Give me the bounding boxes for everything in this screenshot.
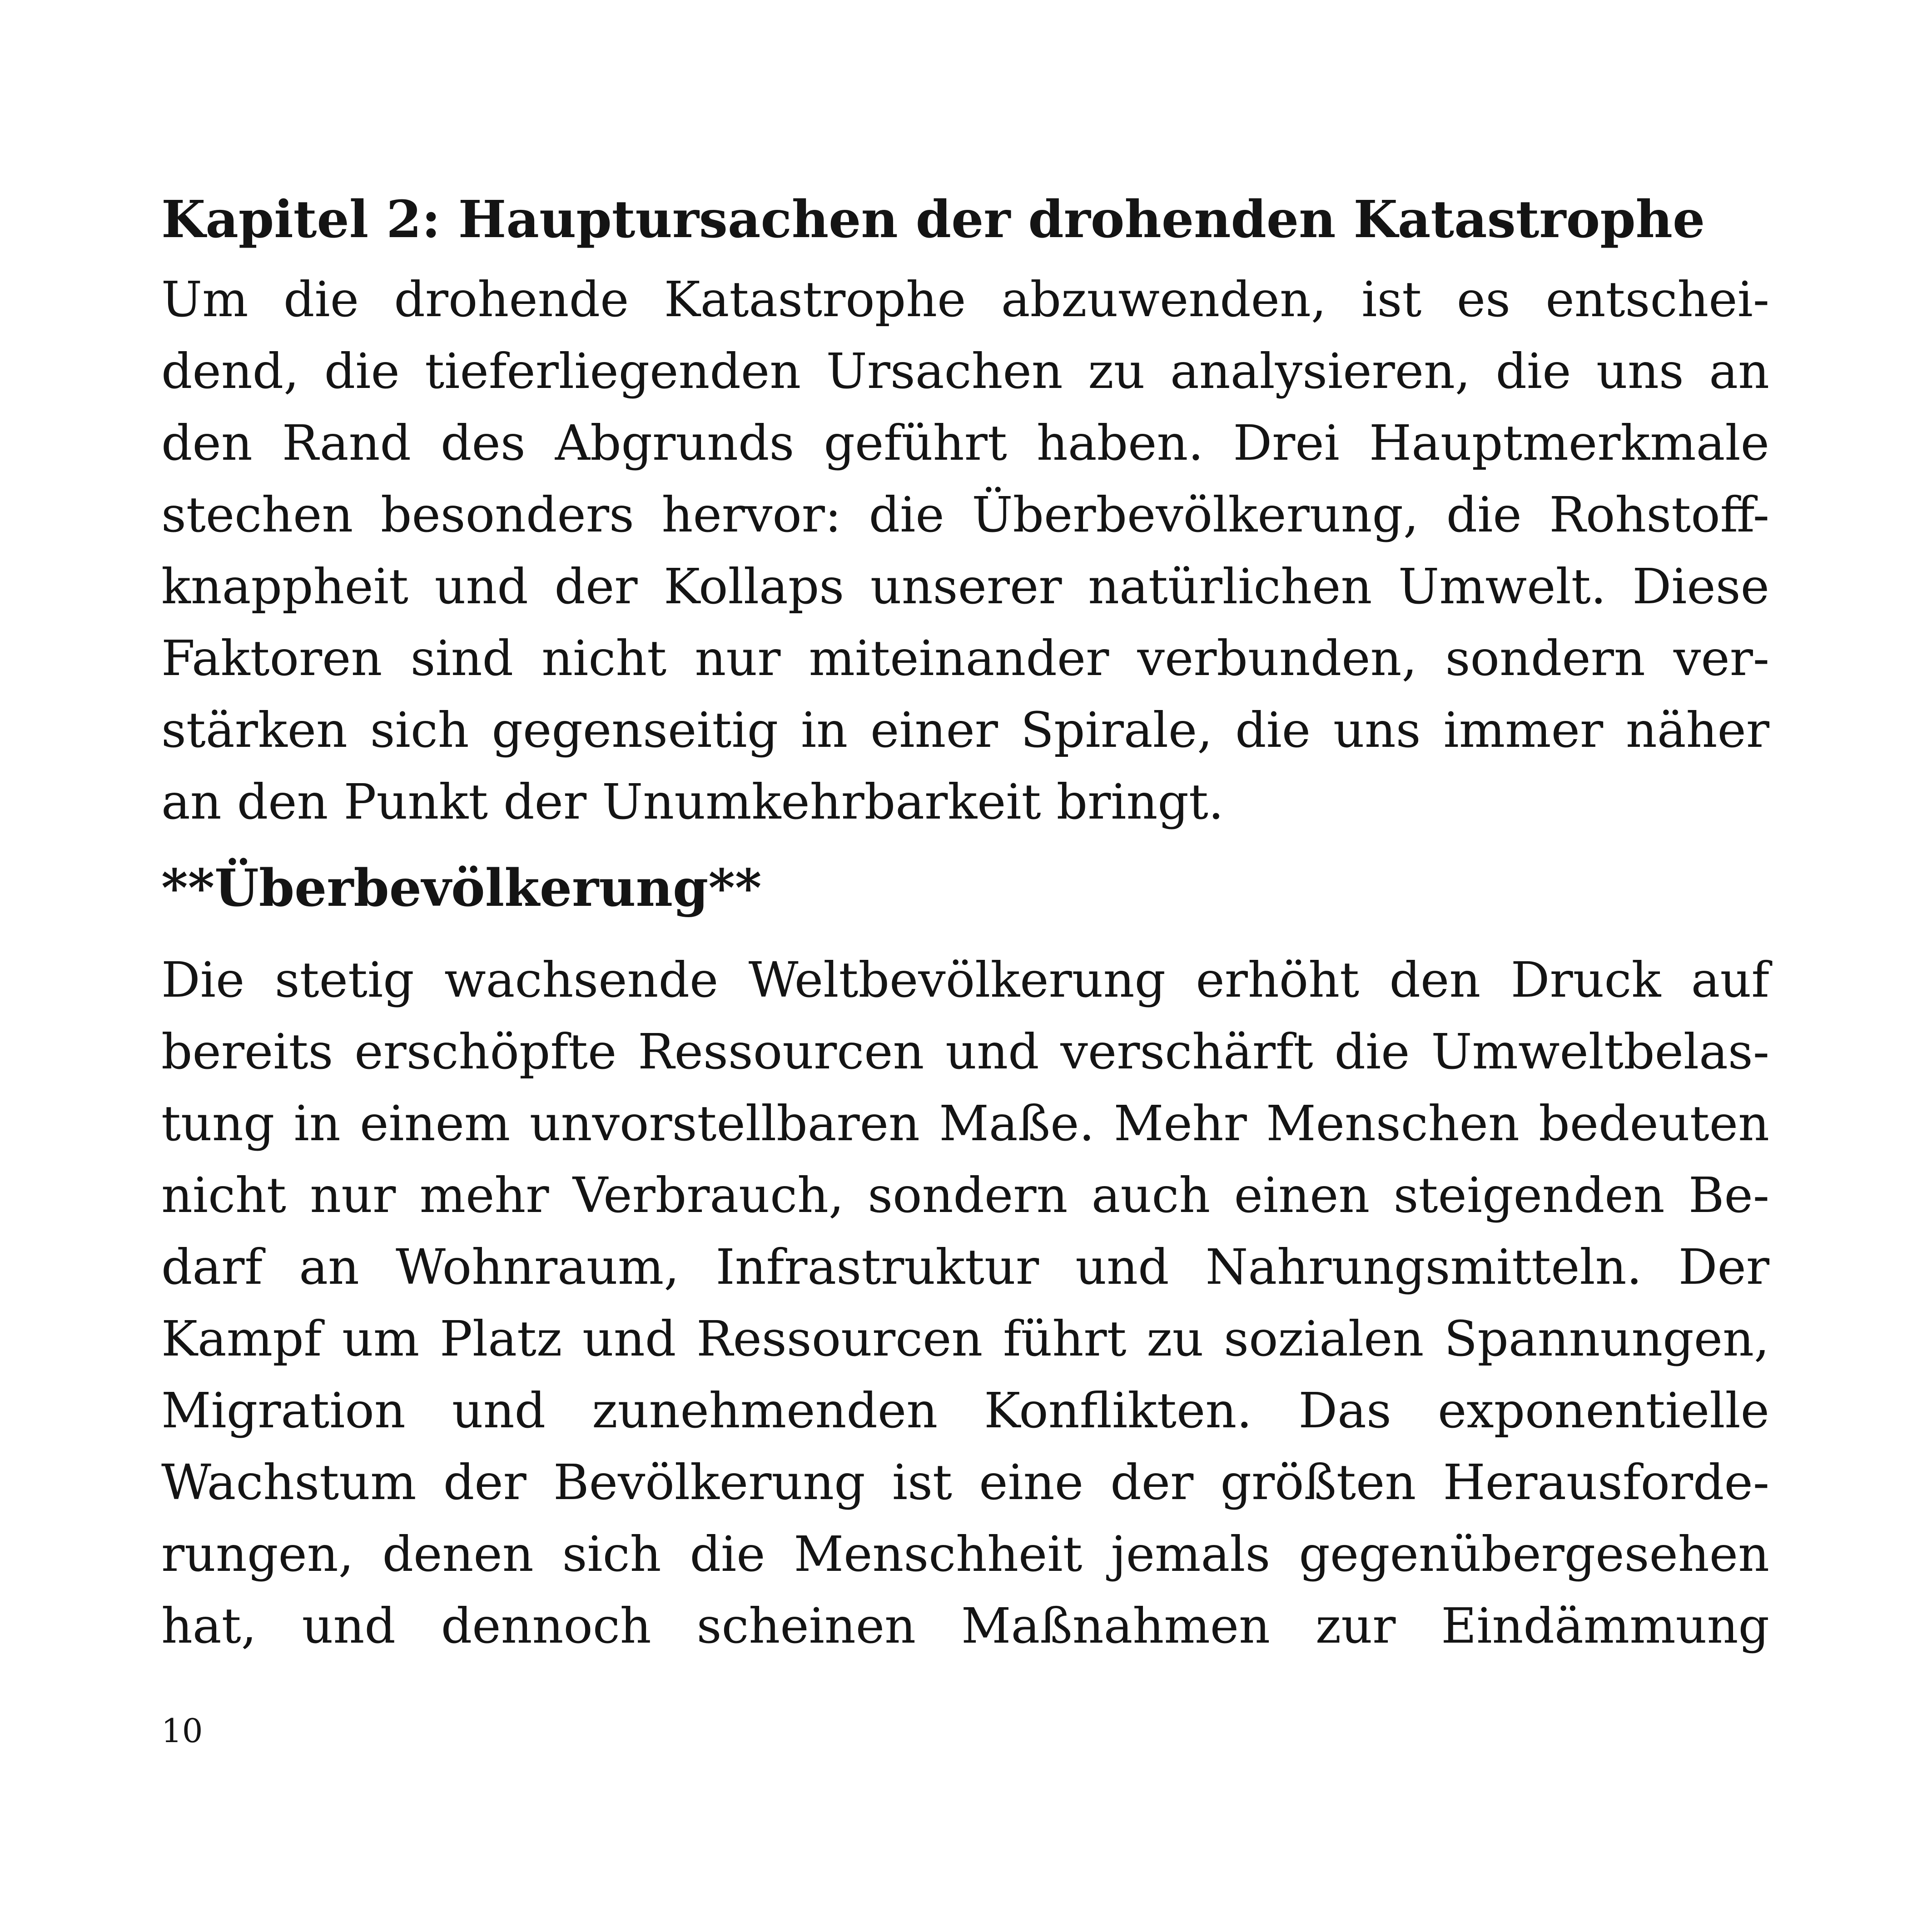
section-title: **Überbevölkerung** xyxy=(161,859,762,918)
page-content xyxy=(161,184,1769,1662)
text-line: nicht nur mehr Verbrauch, sondern auch einen steigenden Be- xyxy=(161,1167,1769,1224)
paragraph-overpopulation xyxy=(161,944,1769,1662)
text-line: den Rand des Abgrunds geführt haben. Drei Hauptmerkmale xyxy=(161,415,1769,472)
text-line: bereits erschöpfte Ressourcen und verschärft die Umweltbelas- xyxy=(161,1024,1769,1080)
text-line: Migration und zunehmenden Konflikten. Das exponentielle xyxy=(161,1383,1769,1439)
text-line: Um die drohende Katastrophe abzuwenden, ist es entschei- xyxy=(161,272,1769,328)
text-line: Kampf um Platz und Ressourcen führt zu sozialen Spannungen, xyxy=(161,1311,1769,1367)
text-line: hat, und dennoch scheinen Maßnahmen zur Eindämmung xyxy=(161,1598,1769,1654)
text-line: stärken sich gegenseitig in einer Spirale, die uns immer näher xyxy=(161,702,1769,759)
text-line: dend, die tieferliegenden Ursachen zu analysieren, die uns an xyxy=(161,343,1769,400)
text-line: darf an Wohnraum, Infrastruktur und Nahrungsmitteln. Der xyxy=(161,1239,1769,1296)
text-line: Wachstum der Bevölkerung ist eine der größten Herausforde- xyxy=(161,1455,1769,1511)
paragraph-intro xyxy=(161,264,1769,838)
text-line: stechen besonders hervor: die Überbevölkerung, die Rohstoff- xyxy=(161,487,1769,543)
text-line: an den Punkt der Unumkehrbarkeit bringt. xyxy=(161,774,1224,830)
text-line: tung in einem unvorstellbaren Maße. Mehr Menschen bedeuten xyxy=(161,1096,1769,1152)
text-line: Die stetig wachsende Weltbevölkerung erhöht den Druck auf xyxy=(161,952,1769,1008)
text-line: rungen, denen sich die Menschheit jemals gegenübergesehen xyxy=(161,1526,1769,1583)
text-line: knappheit und der Kollaps unserer natürlichen Umwelt. Diese xyxy=(161,559,1769,615)
chapter-title: Kapitel 2: Hauptursachen der drohenden Katastrophe xyxy=(161,190,1705,249)
page-number: 10 xyxy=(161,1712,203,1750)
text-line: Faktoren sind nicht nur miteinander verbunden, sondern ver- xyxy=(161,631,1769,687)
